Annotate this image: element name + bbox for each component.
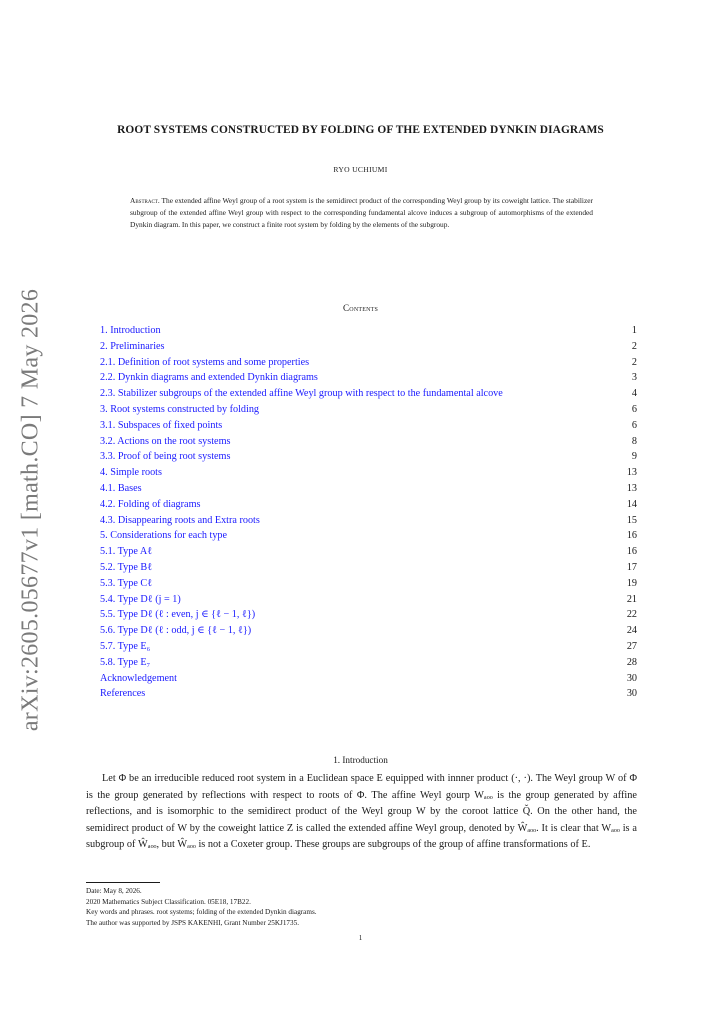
toc-entry-link[interactable]: 5.7. Type E₆ <box>100 640 151 652</box>
paper-title: ROOT SYSTEMS CONSTRUCTED BY FOLDING OF THE EXTENDED DYNKIN DIAGRAMS <box>117 124 604 136</box>
toc-entry-link[interactable]: 3. Root systems constructed by folding <box>100 403 260 415</box>
toc-entry-link[interactable]: 5.1. Type Aℓ <box>100 546 153 558</box>
toc-page-number: 19 <box>626 577 637 589</box>
contents-heading: Contents <box>342 303 379 313</box>
abstract <box>130 195 593 231</box>
toc-entry[interactable] <box>100 671 637 687</box>
toc-entry[interactable] <box>100 592 637 608</box>
toc-entry-link[interactable]: 5.8. Type E₇ <box>100 656 151 668</box>
toc-entry-link[interactable]: 5.3. Type Cℓ <box>100 577 153 589</box>
toc-page-number: 14 <box>626 498 637 510</box>
toc-entry-link[interactable]: 3.2. Actions on the root systems <box>100 435 231 447</box>
toc-page-number: 4 <box>631 388 637 400</box>
toc-entry[interactable] <box>100 339 637 355</box>
toc-entry[interactable] <box>100 386 637 402</box>
toc-entry[interactable] <box>100 497 637 513</box>
toc-entry-link[interactable]: 5.6. Type Dℓ (ℓ : odd, j ∈ {ℓ − 1, ℓ}) <box>100 625 252 637</box>
table-of-contents <box>100 323 637 702</box>
toc-entry-link[interactable]: 2. Preliminaries <box>100 340 165 352</box>
toc-page-number: 6 <box>631 419 637 431</box>
toc-entry[interactable] <box>100 449 637 465</box>
toc-entry-link[interactable]: 4.2. Folding of diagrams <box>100 498 201 510</box>
toc-entry[interactable] <box>100 528 637 544</box>
arxiv-identifier: arXiv:2605.05677v1 [math.CO] 7 May 2026 <box>17 288 44 732</box>
toc-entry[interactable] <box>100 544 637 560</box>
toc-page-number: 1 <box>631 325 637 336</box>
toc-entry-link[interactable]: 3.3. Proof of being root systems <box>100 451 231 463</box>
toc-entry[interactable] <box>100 686 637 702</box>
toc-entry-link[interactable]: 5.4. Type Dℓ (j = 1) <box>100 593 181 605</box>
abstract-label: Abstract. <box>130 196 160 205</box>
toc-page-number: 16 <box>626 530 637 542</box>
toc-entry[interactable] <box>100 418 637 434</box>
toc-entry-link[interactable]: References <box>100 688 146 700</box>
author-name: RYO UCHIUMI <box>333 165 388 174</box>
footnotes <box>86 886 637 928</box>
intro-paragraph: Let Φ be an irreducible reduced root system in a Euclidean space E equipped with innner product (·, ·). The Weyl group W of Φ is the group generated by reflections with respect to roots of Φ. The affine Weyl gourp Wₐₒₒ is the group generated by affine reflections, and is isomorphic to the semidirect product of the Weyl group W by the coroot lattice Q̌. On the other hand, the semidirect product of W by the coweight lattice Z is called the extended affine Weyl group, denoted by Ŵₐₒₒ. It is clear that Wₐₒₒ is a subgroup of Ŵₐₒₒ, but Ŵₐₒₒ is not a Coxeter group. These groups are subgroups of the group of affine transformations of E. <box>86 773 637 851</box>
toc-page-number: 2 <box>631 340 637 352</box>
toc-page-number: 6 <box>631 403 637 415</box>
toc-entry[interactable] <box>100 560 637 576</box>
arxiv-sidebar <box>8 286 54 734</box>
toc-page-number: 27 <box>626 640 637 652</box>
toc-entry[interactable] <box>100 402 637 418</box>
toc-page-number: 9 <box>631 451 637 463</box>
toc-entry[interactable] <box>100 434 637 450</box>
toc-page-number: 21 <box>626 593 637 605</box>
toc-entry[interactable] <box>100 370 637 386</box>
footnote-support: The author was supported by JSPS KAKENHI, Grant Number 25KJ1735. <box>86 918 300 927</box>
toc-entry[interactable] <box>100 513 637 529</box>
toc-entry-link[interactable]: 4.1. Bases <box>100 482 142 494</box>
toc-page-number: 2 <box>631 356 637 368</box>
footnote-rule <box>86 882 160 883</box>
toc-entry[interactable] <box>100 639 637 655</box>
toc-entry-link[interactable]: 5. Considerations for each type <box>100 530 228 542</box>
toc-entry[interactable] <box>100 655 637 671</box>
page-number: 1 <box>358 934 363 942</box>
abstract-text: The extended affine Weyl group of a root system is the semidirect product of the corresponding Weyl group by its coweight lattice. The stabilizer subgroup of the extended affine Weyl group with respect to the corresponding fundamental alcove induces a subgroup of automorphisms of the extended Dynkin diagram. In this paper, we construct a finite root system by folding by the elements of the subgroup. <box>130 196 593 229</box>
toc-entry-link[interactable]: 2.2. Dynkin diagrams and extended Dynkin diagrams <box>100 372 318 384</box>
toc-entry-link[interactable]: 5.2. Type Bℓ <box>100 561 153 573</box>
toc-page-number: 16 <box>626 546 637 558</box>
section-heading: 1. Introduction <box>333 755 388 765</box>
toc-page-number: 22 <box>626 609 637 621</box>
toc-entry-link[interactable]: 2.3. Stabilizer subgroups of the extended affine Weyl group with respect to the fundamental alcove <box>100 388 503 400</box>
toc-page-number: 13 <box>626 482 637 494</box>
toc-entry-link[interactable]: 1. Introduction <box>100 325 161 336</box>
toc-entry-link[interactable]: 3.1. Subspaces of fixed points <box>100 419 223 431</box>
toc-entry[interactable] <box>100 576 637 592</box>
toc-entry-link[interactable]: Acknowledgement <box>100 672 177 684</box>
toc-entry[interactable] <box>100 465 637 481</box>
toc-page-number: 15 <box>626 514 637 526</box>
toc-entry[interactable] <box>100 607 637 623</box>
toc-page-number: 3 <box>631 372 637 384</box>
toc-entry[interactable] <box>100 623 637 639</box>
introduction-text <box>86 771 637 854</box>
toc-page-number: 8 <box>631 435 637 447</box>
toc-entry[interactable] <box>100 323 637 339</box>
toc-entry-link[interactable]: 2.1. Definition of root systems and some properties <box>100 356 310 368</box>
footnote-msc: 2020 Mathematics Subject Classification. 05E18, 17B22. <box>86 897 251 906</box>
toc-page-number: 17 <box>626 561 637 573</box>
toc-page-number: 24 <box>626 625 637 637</box>
toc-page-number: 30 <box>626 688 637 700</box>
toc-entry[interactable] <box>100 481 637 497</box>
toc-entry-link[interactable]: 4.3. Disappearing roots and Extra roots <box>100 514 260 526</box>
toc-page-number: 13 <box>626 467 637 479</box>
footnote-date: Date: May 8, 2026. <box>86 887 142 895</box>
toc-entry[interactable] <box>100 355 637 371</box>
toc-entry-link[interactable]: 4. Simple roots <box>100 467 162 479</box>
footnote-keywords: Key words and phrases. root systems; folding of the extended Dynkin diagrams. <box>86 908 317 917</box>
toc-page-number: 28 <box>626 656 637 668</box>
toc-page-number: 30 <box>626 672 637 684</box>
toc-entry-link[interactable]: 5.5. Type Dℓ (ℓ : even, j ∈ {ℓ − 1, ℓ}) <box>100 609 256 621</box>
